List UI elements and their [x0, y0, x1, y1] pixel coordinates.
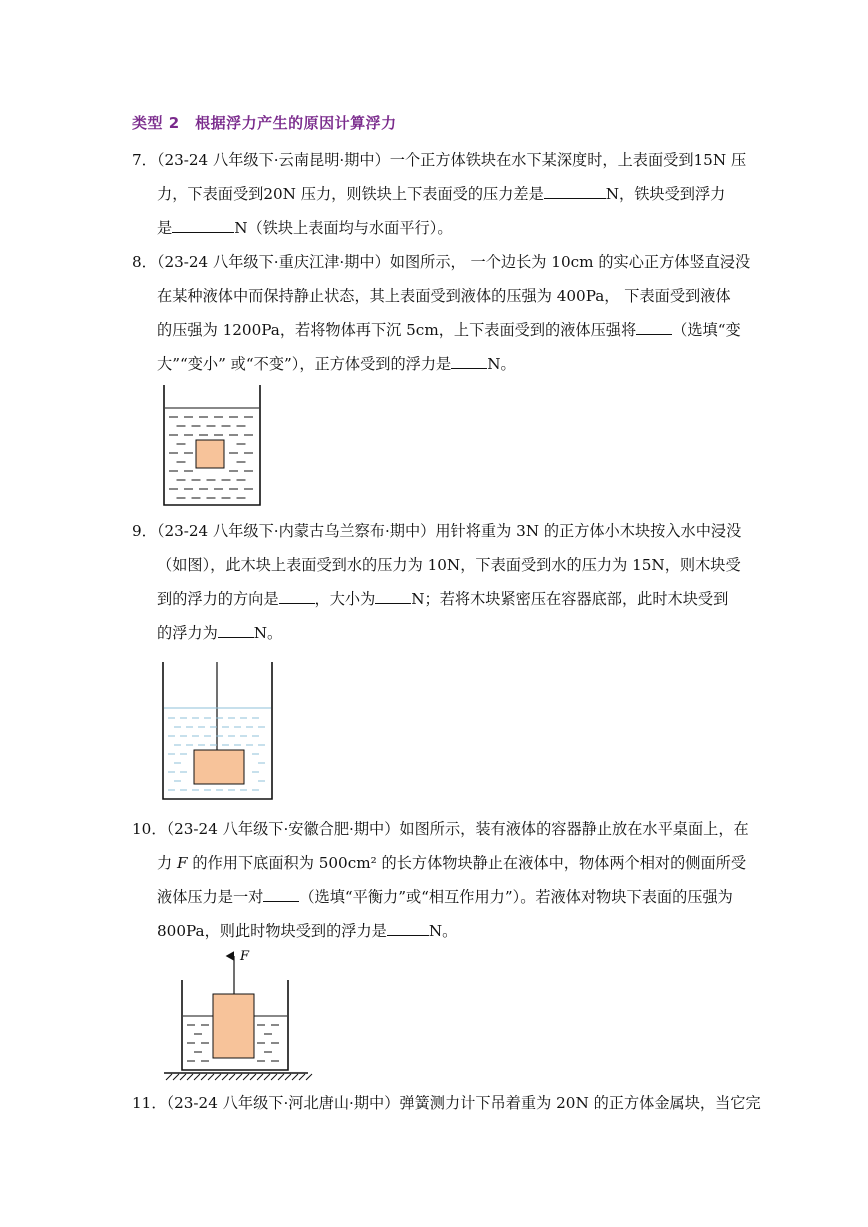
table-hatch-mark	[243, 1074, 249, 1080]
force-label: F	[240, 949, 250, 964]
section-title: 类型 2 根据浮力产生的原因计算浮力	[132, 114, 397, 132]
question-9	[132, 514, 742, 650]
table-hatch-mark	[187, 1074, 193, 1080]
q8-line-1: 8．（23-24 八年级下·重庆江津·期中）如图所示， 一个边长为 10cm 的实心正方体竖直浸没	[132, 253, 751, 271]
table-hatch-mark	[264, 1074, 270, 1080]
q10-line-1: 10．（23-24 八年级下·安徽合肥·期中）如图所示，装有液体的容器静止放在水平桌面上，在	[132, 820, 749, 838]
table-hatch-mark	[173, 1074, 179, 1080]
q9-line-2: （如图），此木块上表面受到水的压力为 10N，下表面受到水的压力为 15N，则木块受	[157, 556, 741, 574]
question-7	[132, 143, 747, 245]
answer-blank[interactable]	[263, 887, 299, 902]
table-hatch-mark	[194, 1074, 200, 1080]
table-hatch-mark	[208, 1074, 214, 1080]
answer-blank[interactable]	[375, 589, 411, 604]
q11-line-1: 11．（23-24 八年级下·河北唐山·期中）弹簧测力计下吊着重为 20N 的正方体金属块，当它完	[132, 1094, 761, 1112]
q10-line-3: 液体压力是一对 （选填“平衡力”或“相互作用力”）。若液体对物块下表面的压强为	[157, 888, 733, 906]
q9-line-3: 到的浮力的方向是 ，大小为 N；若将木块紧密压在容器底部，此时木块受到	[157, 590, 729, 608]
q7-line-3: 是 N（铁块上表面均与水面平行）。	[157, 219, 453, 237]
question-8	[132, 245, 751, 381]
q8-line-3: 的压强为 1200Pa，若将物体再下沉 5cm，上下表面受到的液体压强将 （选填“变	[157, 321, 741, 339]
q10-line-2: 力 F 的作用下底面积为 500cm² 的长方体物块静止在液体中，物体两个相对的侧面所受	[157, 854, 747, 872]
q8-line-2: 在某种液体中而保持静止状态，其上表面受到液体的压强为 400Pa， 下表面受到液体	[157, 287, 731, 305]
answer-blank[interactable]	[218, 623, 254, 638]
question-11	[132, 1086, 761, 1120]
q7-line-2: 力，下表面受到20N 压力，则铁块上下表面受的压力差是 N，铁块受到浮力	[157, 185, 726, 203]
table-hatch-mark	[229, 1074, 235, 1080]
table-hatch-mark	[278, 1074, 284, 1080]
answer-blank[interactable]	[387, 921, 429, 936]
q8-line-4: 大”“变小” 或“不变”），正方体受到的浮力是 N。	[157, 355, 516, 373]
answer-blank[interactable]	[636, 320, 672, 335]
table-hatch-mark	[166, 1074, 172, 1080]
table-hatch-mark	[292, 1074, 298, 1080]
q10-container-figure	[160, 942, 320, 1082]
answer-blank[interactable]	[279, 589, 315, 604]
table-hatch-mark	[299, 1074, 305, 1080]
table-hatch-mark	[222, 1074, 228, 1080]
table-hatch-mark	[201, 1074, 207, 1080]
question-10	[132, 812, 749, 948]
q9-line-4: 的浮力为 N。	[157, 624, 283, 642]
table-hatch-mark	[285, 1074, 291, 1080]
q9-container-figure	[162, 662, 276, 802]
table-hatch-mark	[215, 1074, 221, 1080]
q10-line-4: 800Pa，则此时物块受到的浮力是 N。	[157, 922, 458, 940]
table-hatch-mark	[250, 1074, 256, 1080]
rectangular-block	[213, 994, 254, 1058]
table-hatch-mark	[271, 1074, 277, 1080]
table-hatch-mark	[257, 1074, 263, 1080]
answer-blank[interactable]	[451, 354, 487, 369]
q7-line-1: 7．（23-24 八年级下·云南昆明·期中）一个正方体铁块在水下某深度时，上表面受到15N 压	[132, 151, 747, 169]
table-hatch-mark	[180, 1074, 186, 1080]
q8-container-figure	[163, 385, 263, 507]
answer-blank[interactable]	[172, 218, 234, 233]
answer-blank[interactable]	[544, 184, 606, 199]
q9-line-1: 9．（23-24 八年级下·内蒙古乌兰察布·期中）用针将重为 3N 的正方体小木块按入水中浸没	[132, 522, 742, 540]
table-hatch-mark	[306, 1074, 312, 1080]
table-hatch-mark	[236, 1074, 242, 1080]
submerged-cube	[196, 440, 224, 468]
wood-block	[194, 750, 244, 784]
